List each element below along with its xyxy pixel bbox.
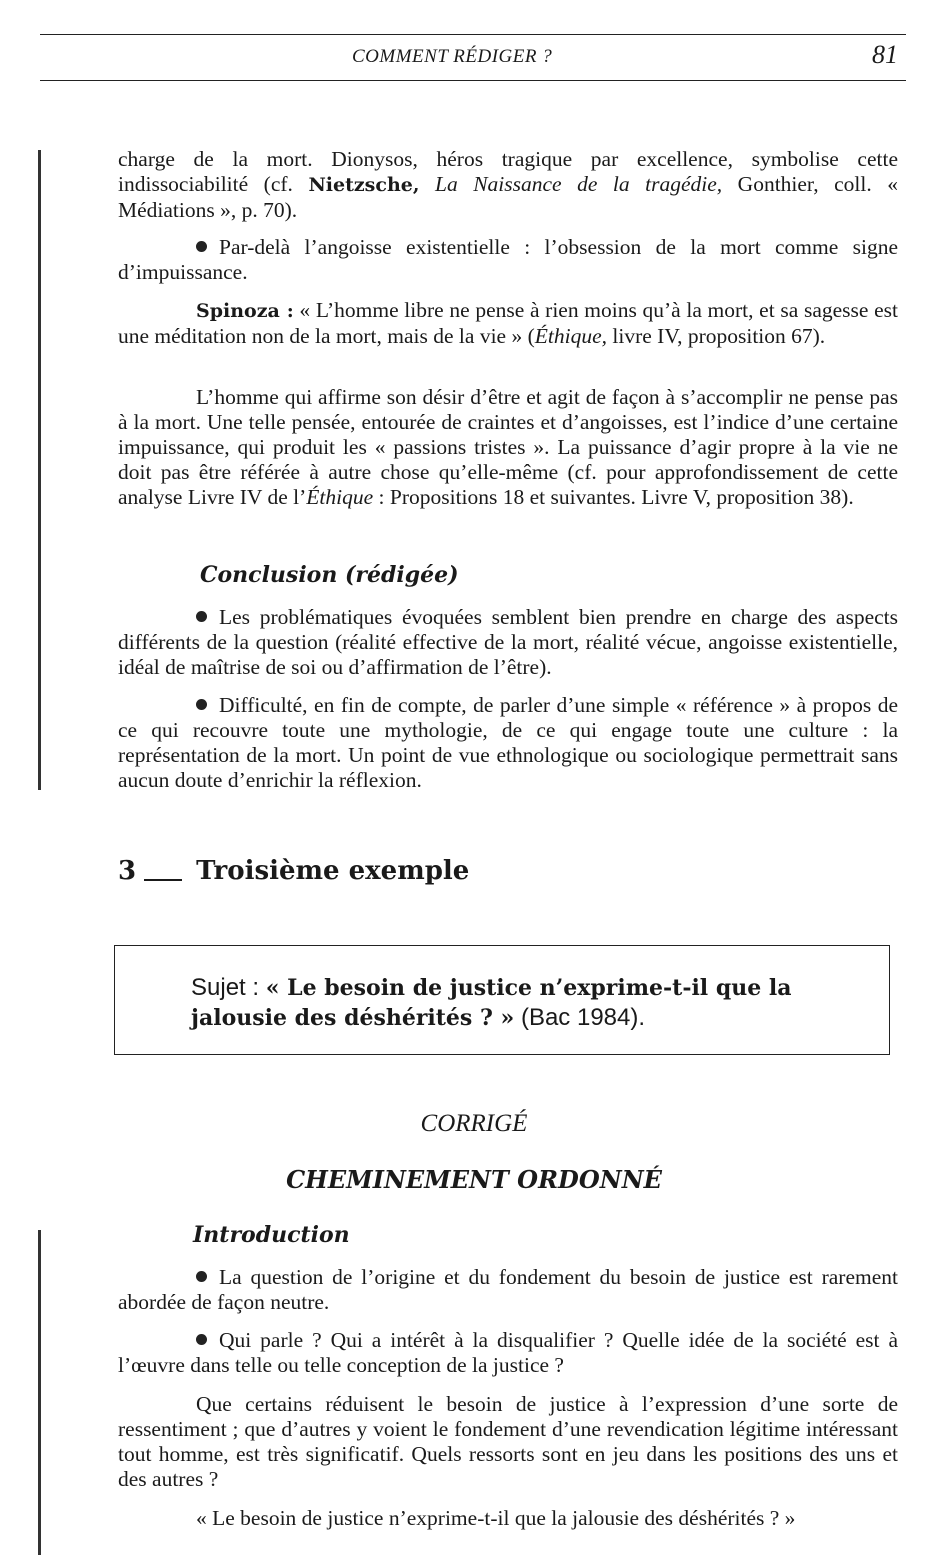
bullet-paragraph: La question de l’origine et du fondement du besoin de justice est rarement abordée de façon neutre. (118, 1265, 898, 1314)
paragraph-intro: Que certains réduisent le besoin de justice à l’expression d’une sorte de ressentiment ; que d’autres y voient le fondement d’une revendication légitime intéressant tout homme, est très significatif. Quels ressorts sont en jeu dans les positions des uns et des autres ? (118, 1392, 898, 1491)
subject-text: Sujet : « Le besoin de justice n’exprime-t-il que la jalousie des déshérités ? » (Bac 1984). (191, 974, 792, 1031)
bullet-icon (196, 1334, 207, 1345)
section-heading: 3 Troisième exemple (118, 856, 470, 886)
header-rule-bottom (40, 80, 906, 81)
introduction-heading: Introduction (193, 1222, 350, 1248)
paragraph-homme: L’homme qui affirme son désir d’être et agit de façon à s’accomplir ne pense pas à la mort. Une telle pensée, entourée de craintes et d’angoisses, est l’indice d’une certaine impuissance, qui produit les « passions tristes ». La puissance d’agir propre à la vie ne doit pas être référée à autre chose qu’elle-même (cf. pour approfondissement de cette analyse Livre IV de l’Éthique : Propositions 18 et suivantes. Livre V, proposition 38). (118, 385, 898, 509)
conclusion-heading: Conclusion (rédigée) (200, 562, 459, 588)
subject-quote: « Le besoin de justice n’exprime-t-il que la jalousie des déshérités ? » (196, 1506, 796, 1530)
page-number: 81 (872, 40, 898, 69)
paragraph-dionysos: charge de la mort. Dionysos, héros tragique par excellence, symbolise cette indissociabilité (cf. Nietzsche, La Naissance de la tragédie, Gonthier, coll. « Médiations », p. 70). (118, 147, 898, 222)
bullet-paragraph: Qui parle ? Qui a intérêt à la disqualifier ? Quelle idée de la société est à l’œuvre dans telle ou telle conception de la justice ? (118, 1328, 898, 1377)
margin-bar (38, 1230, 41, 1555)
header-rule-top (40, 34, 906, 35)
book-title: Éthique, (534, 324, 608, 348)
bullet-icon (196, 241, 207, 252)
cheminement-heading: CHEMINEMENT ORDONNÉ (286, 1165, 662, 1194)
subject-question: « Le besoin de justice n’exprime-t-il que la jalousie des déshérités ? » (191, 975, 792, 1031)
bullet-icon (196, 1271, 207, 1282)
heading-dash (144, 879, 182, 881)
bullet-paragraph: Par-delà l’angoisse existentielle : l’obsession de la mort comme signe d’impuissance. (118, 235, 898, 284)
bullet-icon (196, 611, 207, 622)
author-nietzsche: Nietzsche, (308, 174, 420, 196)
book-title: Éthique (306, 485, 374, 509)
bullet-icon (196, 699, 207, 710)
author-spinoza: Spinoza : (196, 300, 294, 322)
bullet-paragraph: Les problématiques évoquées semblent bien prendre en charge des aspects différents de la question (réalité effective de la mort, réalité vécue, angoisse existentielle, idéal de maîtrise de soi ou d’affirmation de l’être). (118, 605, 898, 679)
subject-box (114, 945, 890, 1055)
running-title: COMMENT RÉDIGER ? (352, 46, 553, 67)
margin-bar (38, 150, 41, 790)
paragraph-spinoza: Spinoza : « L’homme libre ne pense à rien moins qu’à la mort, et sa sagesse est une méditation non de la mort, mais de la vie » (Éthique, livre IV, proposition 67). (118, 298, 898, 348)
book-title: La Naissance de la tragédie, (434, 172, 723, 196)
corrige-heading: CORRIGÉ (420, 1110, 528, 1137)
bullet-paragraph: Difficulté, en fin de compte, de parler d’une simple « référence » à propos de ce qui recouvre toute une mythologie, de ce qui engage toute une culture : la représentation de la mort. Un point de vue ethnologique ou sociologique permettrait sans aucun doute d’enrichir la réflexion. (118, 693, 898, 792)
